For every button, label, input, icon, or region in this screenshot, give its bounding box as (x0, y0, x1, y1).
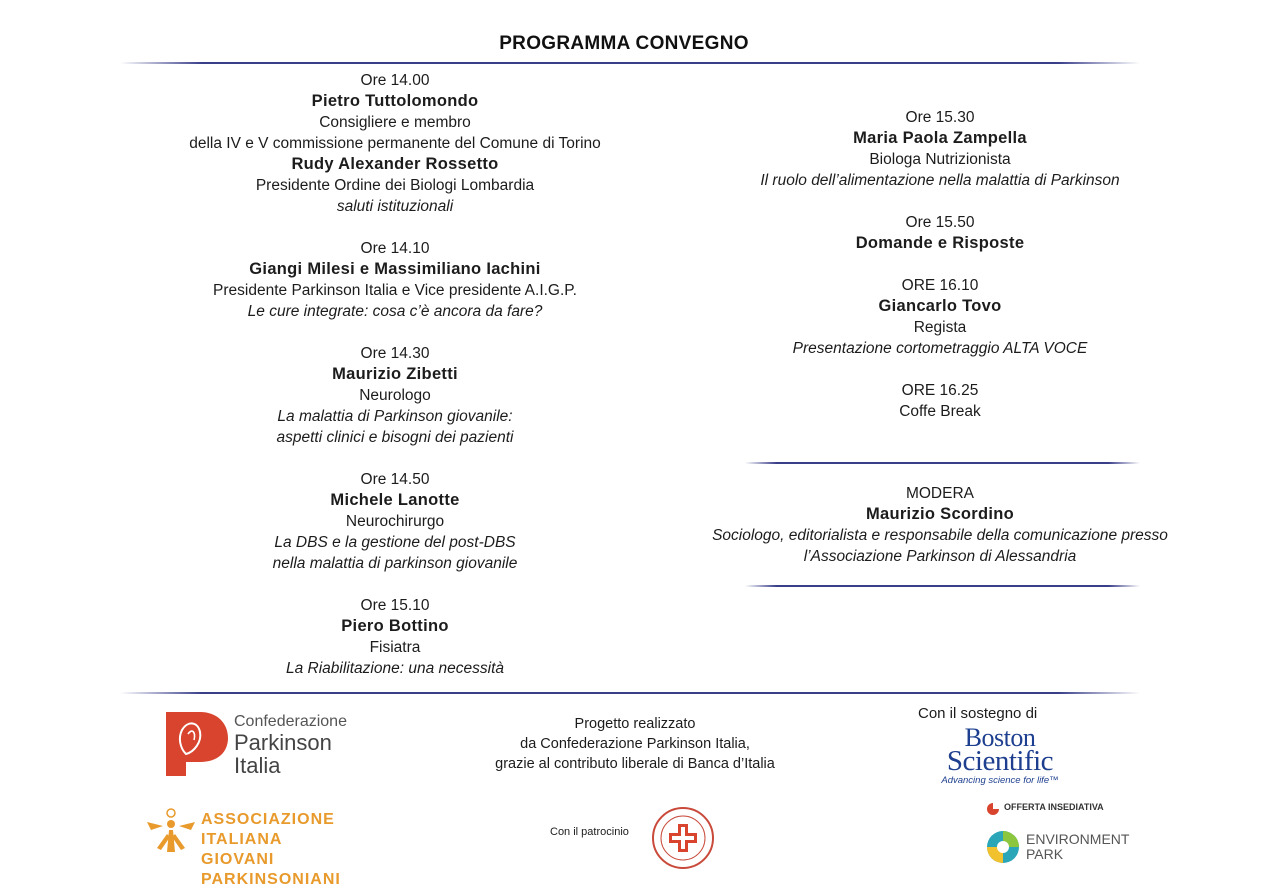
session-name: Maria Paola Zampella (853, 129, 1027, 147)
program-session (130, 343, 660, 448)
aigp-logo (143, 806, 413, 888)
page-title: PROGRAMMA CONVEGNO (499, 33, 749, 54)
session-time: ORE 16.25 (901, 382, 979, 399)
program-session (675, 380, 1205, 422)
session-topic: Presentazione cortometraggio ALTA VOCE (792, 340, 1088, 357)
session-time: Ore 15.50 (905, 214, 975, 231)
support-label: Con il sostegno di (918, 705, 1038, 722)
session-topic: nella malattia di parkinson giovanile (272, 555, 518, 572)
session-topic: Il ruolo dell’alimentazione nella malattia di Parkinson (760, 172, 1120, 189)
moderator-label: MODERA (905, 485, 975, 502)
session-role: della IV e V commissione permanente del Comune di Torino (189, 135, 601, 152)
title-divider (120, 62, 1140, 64)
session-time: Ore 14.00 (360, 72, 430, 89)
project-line-2: da Confederazione Parkinson Italia, (520, 736, 750, 752)
boston-scientific-logo (920, 723, 1080, 788)
session-topic: Le cure integrate: cosa c’è ancora da fare? (247, 303, 543, 320)
moderator-divider-top (745, 462, 1140, 464)
program-session (130, 238, 660, 322)
session-time: Ore 15.30 (905, 109, 975, 126)
aigp-line-2: GIOVANI PARKINSONIANI (201, 851, 341, 888)
session-role: Fisiatra (369, 639, 421, 656)
session-topic: saluti istituzionali (336, 198, 454, 215)
cpi-line-1: Confederazione (234, 713, 347, 730)
session-name: Michele Lanotte (330, 491, 460, 509)
patronage-label: Con il patrocinio (550, 826, 629, 838)
cpi-line-3: Italia (234, 753, 281, 778)
aigp-logo-mark (143, 806, 199, 854)
program-session (675, 107, 1205, 191)
session-topic: La malattia di Parkinson giovanile: (277, 408, 513, 425)
moderator-description-2: l’Associazione Parkinson di Alessandria (803, 548, 1077, 565)
program-session (675, 212, 1205, 254)
session-role: Consigliere e membro (319, 114, 471, 131)
project-line-3: grazie al contributo liberale di Banca d’Italia (495, 756, 775, 772)
env-line-1: ENVIRONMENT (1026, 831, 1130, 847)
session-role: Regista (913, 319, 967, 336)
project-credits (440, 714, 830, 774)
session-name: Piero Bottino (341, 617, 449, 635)
project-line-1: Progetto realizzato (574, 716, 696, 732)
session-role: Biologa Nutrizionista (869, 151, 1011, 168)
offerta-logo-mark (986, 802, 1000, 816)
patronage-seal-icon (651, 806, 715, 870)
cpi-line-2: Parkinson (234, 730, 332, 755)
session-name: Rudy Alexander Rossetto (291, 155, 499, 173)
program-session (130, 70, 660, 217)
moderator-name: Maurizio Scordino (865, 505, 1015, 523)
program-session (130, 595, 660, 679)
moderator-description: Sociologo, editorialista e responsabile della comunicazione presso (712, 527, 1168, 544)
environment-park-logo-mark (986, 830, 1020, 864)
session-time: Ore 14.50 (360, 471, 430, 488)
session-time: Ore 14.10 (360, 240, 430, 257)
session-role: Presidente Parkinson Italia e Vice presidente A.I.G.P. (213, 282, 577, 299)
session-role: Coffe Break (899, 403, 981, 420)
session-time: Ore 15.10 (360, 597, 430, 614)
session-name: Maurizio Zibetti (332, 365, 458, 383)
session-role: Neurochirurgo (345, 513, 445, 530)
program-session (130, 469, 660, 574)
program-left-column (130, 70, 660, 700)
session-name: Giangi Milesi e Massimiliano Iachini (249, 260, 541, 278)
session-topic: La DBS e la gestione del post-DBS (274, 534, 516, 551)
environment-park-logo (986, 830, 1156, 866)
session-name: Giancarlo Tovo (878, 297, 1002, 315)
session-name: Pietro Tuttolomondo (311, 92, 479, 110)
session-role: Neurologo (359, 387, 431, 404)
session-time: ORE 16.10 (901, 277, 979, 294)
aigp-line-1: ASSOCIAZIONE ITALIANA (201, 811, 335, 848)
offerta-text: OFFERTA INSEDIATIVA (1004, 802, 1104, 812)
boston-line-1: Boston (964, 723, 1036, 752)
cpi-logo-mark (166, 712, 228, 776)
boston-tagline: Advancing science for life™ (941, 775, 1059, 786)
program-session (675, 275, 1205, 359)
cpi-logo (166, 712, 376, 780)
moderator-divider-bottom (745, 585, 1140, 587)
footer-divider (120, 692, 1140, 694)
moderator-block (660, 483, 1220, 567)
session-topic: La Riabilitazione: una necessità (286, 660, 504, 677)
session-time: Ore 14.30 (360, 345, 430, 362)
session-name: Domande e Risposte (855, 234, 1025, 252)
program-right-column (675, 107, 1205, 443)
session-topic: aspetti clinici e bisogni dei pazienti (276, 429, 514, 446)
env-line-2: PARK (1026, 846, 1064, 862)
session-role: Presidente Ordine dei Biologi Lombardia (255, 177, 535, 194)
boston-line-2: Scientific (946, 745, 1054, 777)
